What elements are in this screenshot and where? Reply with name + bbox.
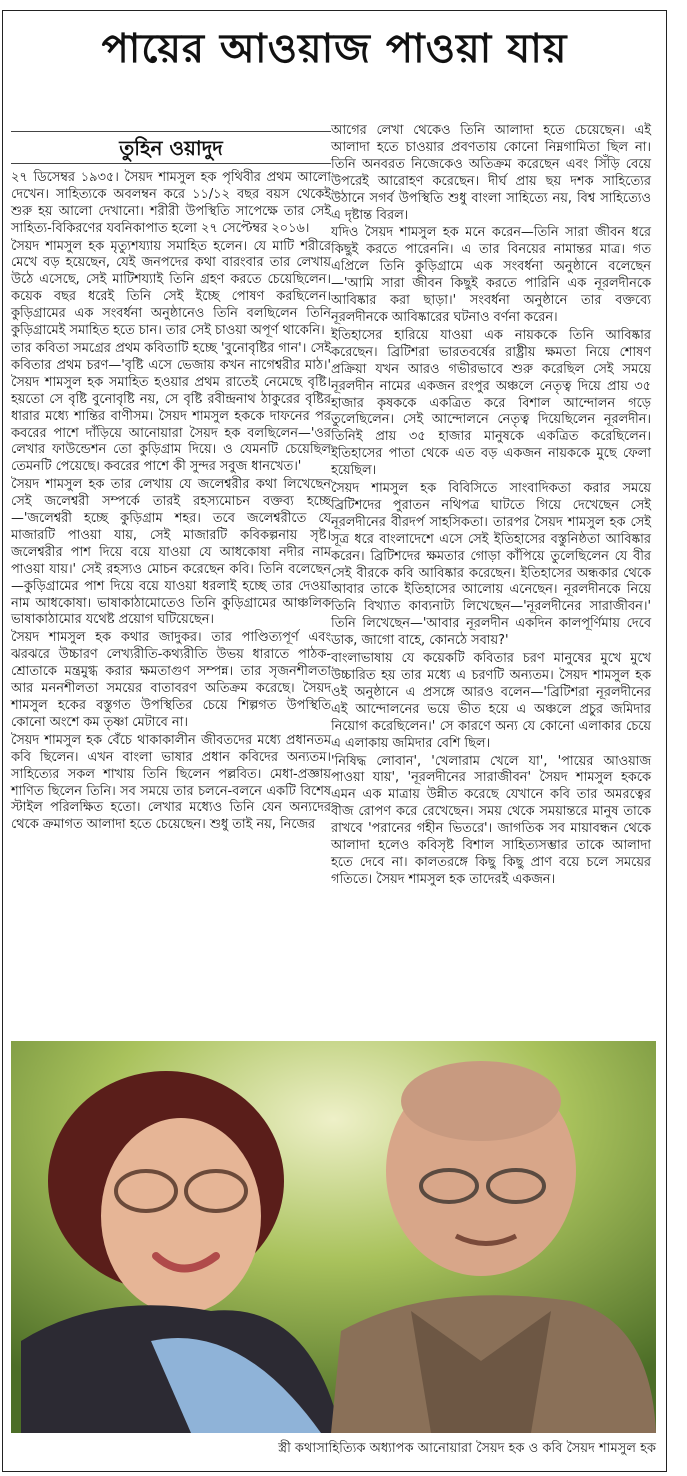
left-column — [11, 123, 331, 835]
newspaper-page — [2, 10, 667, 1472]
paragraph: যদিও সৈয়দ শামসুল হক মনে করেন—তিনি সারা জীবন ধরে কিছুই করতে পারেননি। এ তার বিনয়ের নামান্তর মাত্র। গত এপ্রিলে তিনি কুড়িগ্রামে এক সংবর্ধনা অনুষ্ঠানে বলেছেন—'আমি সারা জীবন কিছুই করতে পারিনি এক নূরলদীনকে আবিষ্কার করা ছাড়া।' সংবর্ধনা অনুষ্ঠানে তার বক্তব্যে নূরলদীনকে আবিষ্কারের ঘটনাও বর্ণনা করেন। — [331, 225, 651, 325]
paragraph: সৈয়দ শামসুল হক বেঁচে থাকাকালীন জীবতদের মধ্যে প্রধানতম কবি ছিলেন। এখন বাংলা ভাষার প্রধান কবিদের অন্যতম। সাহিত্যের সকল শাখায় তিনি ছিলেন পল্লবিত। মেধা-প্রজ্ঞায় শাণিত ছিলেন তিনি। সব সময়ে তার চলনে-বলনে একটি বিশেষ স্টাইল পরিলক্ষিত হতো। লেখার মধ্যেও তিনি যেন অন্যদের থেকে ক্রমাগত আলাদা হতে চেয়েছেন। শুধু তাই নয়, নিজের — [11, 732, 331, 833]
photo-caption: স্ত্রী কথাসাহিত্যিক অধ্যাপক আনোয়ারা সৈয়দ হক ও কবি সৈয়দ শামসুল হক — [278, 1441, 656, 1456]
byline-rule-bottom — [11, 163, 331, 164]
paragraph: সৈয়দ শামসুল হক কথার জাদুকর। তার পাণ্ডিত্যপূর্ণ এবং ঝরঝরে উচ্চারণ লেখ্যরীতি-কথ্যরীতি উভয় ধারাতে পাঠক-শ্রোতাকে মন্ত্রমুগ্ধ করার ক্ষমতাগুণ সম্পন্ন। তার সৃজনশীলতা আর মননশীলতা সময়ের বাতাবরণ অতিক্রম করেছে। সৈয়দ শামসুল হকের বস্তুগত উপস্থিতির চেয়ে শিল্পগত উপস্থিতি কোনো অংশে কম তৃষ্ণা মেটাবে না। — [11, 630, 331, 730]
paragraph: সৈয়দ শামসুল হক মৃত্যুশয্যায় সমাহিত হলেন। যে মাটি শরীরে মেখে বড় হয়েছেন, যেই জনপদের কথা বারংবার তার লেখায় উঠে এসেছে, সেই মাটিশয্যাই তিনি গ্রহণ করতে চেয়েছিলেন। কয়েক বছর ধরেই তিনি সেই ইচ্ছে পোষণ করছিলেন। কুড়িগ্রামের এক সংবর্ধনা অনুষ্ঠানেও তিনি বলছিলেন তিনি কুড়িগ্রামেই সমাহিত হতে চান। তার সেই চাওয়া অপূর্ণ থাকেনি। — [11, 238, 331, 339]
byline-rule — [11, 131, 331, 132]
right-column — [331, 123, 651, 890]
paragraph: ইতিহাসের হারিয়ে যাওয়া এক নায়ককে তিনি আবিষ্কার করেছেন। ব্রিটিশরা ভারতবর্ষের রাষ্ট্রীয় ক্ষমতা নিয়ে শোষণ প্রক্রিয়া যখন আরও গভীরভাবে শুরু করেছিল সেই সময়ে নূরলদীন নামের একজন রংপুর অঞ্চলে নেতৃত্ব দিয়ে প্রায় ৩৫ হাজার কৃষককে একত্রিত করে বিশাল আন্দোলন গড়ে তুলেছিলেন। সেই আন্দোলনে নেতৃত্ব দিয়েছিলেন নূরলদীন। তিনিই প্রায় ৩৫ হাজার মানুষকে একত্রিত করেছিলেন। ইতিহাসের পাতা থেকে এত বড় একজন নায়ককে মুছে ফেলা হয়েছিল। — [331, 327, 651, 479]
paragraph: ২৭ ডিসেম্বর ১৯৩৫। সৈয়দ শামসুল হক পৃথিবীর প্রথম আলো দেখেন। সাহিত্যকে অবলম্বন করে ১১/১২ বছর বয়স থেকেই শুরু হয় আলো দেখানো। শরীরী উপস্থিতি সাপেক্ষে তার সেই সাহিত্য-বিকিরণের যবনিকাপাত হলো ২৭ সেপ্টেম্বর ২০১৬। — [11, 169, 331, 236]
headline: পায়ের আওয়াজ পাওয়া যায় — [101, 25, 568, 72]
paragraph: তার কবিতা সমগ্রের প্রথম কবিতাটি হচ্ছে 'বুনোবৃষ্টির গান'। সেই কবিতার প্রথম চরণ—'বৃষ্টি এসে ভেজায় কখন নাগেশ্বরীর মাঠ।' সৈয়দ শামসুল হক সমাহিত হওয়ার প্রথম রাতেই নেমেছে বৃষ্টি। হয়তো সে বৃষ্টি বুনোবৃষ্টি নয়, সে বৃষ্টি রবীন্দ্রনাথ ঠাকুরের বৃষ্টির ধারার মধ্যে শান্তির বাণীসম। সৈয়দ শামসুল হককে দাফনের পর কবরের পাশে দাঁড়িয়ে আনোয়ারা সৈয়দ হক বলছিলেন—'ওর লেখার ফাউন্ডেশন তো কুড়িগ্রাম দিয়ে। ও যেমনটি চেয়েছিল তেমনটি পেয়েছে। কবরের পাশে কী সুন্দর সবুজ ধানখেত।' — [11, 340, 331, 475]
paragraph: 'নিষিদ্ধ লোবান', 'খেলারাম খেলে যা', 'পায়ের আওয়াজ পাওয়া যায়', 'নূরলদীনের সারাজীবন' সৈয়দ শামসুল হককে এমন এক মাত্রায় উন্নীত করেছে যেখানে কবি তার অমরত্বের বীজ রোপণ করে রেখেছেন। সময় থেকে সময়ান্তরে মানুষ তাকে রাখবে 'পরানের গহীন ভিতরে'। জাগতিক সব মায়াবন্ধন থেকে আলাদা হলেও কবিসৃষ্ট বিশাল সাহিত্যসম্ভার তাকে আলাদা হতে দেবে না। কালতরঙ্গে কিছু কিছু প্রাণ বয়ে চলে সময়ের গতিতে। সৈয়দ শামসুল হক তাদেরই একজন। — [331, 753, 652, 887]
paragraph: সৈয়দ শামসুল হক তার লেখায় যে জলেশ্বরীর কথা লিখেছেন সেই জলেশ্বরী সম্পর্কে তারই রহস্যমোচন বক্তব্য হচ্ছে—'জলেশ্বরী হচ্ছে কুড়িগ্রাম শহর। তবে জলেশ্বরীতে যে মাজারটি পাওয়া যায়, সেই মাজারটি কবিকল্পনায় সৃষ্ট। জলেশ্বরীর পাশ দিয়ে বয়ে যাওয়া যে আধকোষা নদীর নাম পাওয়া যায়।' সেই রহস্যও মোচন করেছেন কবি। তিনি বলেছেন—কুড়িগ্রামের পাশ দিয়ে বয়ে যাওয়া ধরলাই হচ্ছে তার দেওয়া নাম আধকোষা। ভাষাকাঠামোতেও তিনি কুড়িগ্রামের আঞ্চলিক ভাষাকাঠামোর যথেষ্ট প্রয়োগ ঘটিয়েছেন। — [11, 477, 331, 628]
byline: তুহিন ওয়াদুদ — [119, 136, 223, 160]
paragraph: বাংলাভাষায় যে কয়েকটি কবিতার চরণ মানুষের মুখে মুখে উচ্চারিত হয় তার মধ্যে এ চরণটি অন্যতম। সৈয়দ শামসুল হক ওই অনুষ্ঠানে এ প্রসঙ্গে আরও বলেন—'ব্রিটিশরা নূরলদীনের এই আন্দোলনের ভয়ে ভীত হয়ে এ অঞ্চলে প্রচুর জমিদার নিয়োগ করেছিলেন।' সে কারণে অন্য যে কোনো এলাকার চেয়ে এ এলাকায় জমিদার বেশি ছিল। — [331, 651, 651, 751]
paragraph: আগের লেখা থেকেও তিনি আলাদা হতে চেয়েছেন। এই আলাদা হতে চাওয়ার প্রবণতায় কোনো নিম্নগামিতা ছিল না। তিনি অনবরত নিজেকেও অতিক্রম করেছেন এবং সিঁড়ি বেয়ে উপরেই আরোহণ করেছেন। দীর্ঘ প্রায় ছয় দশক সাহিত্যের উঠানে সগর্ব উপস্থিতি শুধু বাংলা সাহিত্যে নয়, বিশ্ব সাহিত্যেও এ দৃষ্টান্ত বিরল। — [331, 123, 651, 223]
photo-illustration — [11, 1041, 656, 1433]
paragraph: সৈয়দ শামসুল হক বিবিসিতে সাংবাদিকতা করার সময়ে ব্রিটিশদের পুরাতন নথিপত্র ঘাটতে গিয়ে দেখেছেন সেই নূরলদীনের বীরদর্প সাহসিকতা। তারপর সৈয়দ শামসুল হক সেই সূত্র ধরে বাংলাদেশে এসে সেই ইতিহাসের বস্তুনিষ্ঠতা আবিষ্কার করেন। ব্রিটিশদের ক্ষমতার গোড়া কাঁপিয়ে তুলেছিলেন যে বীর সেই বীরকে কবি আবিষ্কার করেছেন। ইতিহাসের অন্ধকার থেকে আবার তাকে ইতিহাসের আলোয় এনেছেন। নূরলদীনকে নিয়ে তিনি বিখ্যাত কাব্যনাট্য লিখেছেন—'নূরলদীনের সারাজীবন।' তিনি লিখেছেন—'আবার নূরলদীন একদিন কালপূর্ণিমায় দেবে ডাক, জাগো বাহে, কোনঠে সবায়?' — [331, 481, 651, 649]
couple-photo — [11, 1041, 656, 1433]
